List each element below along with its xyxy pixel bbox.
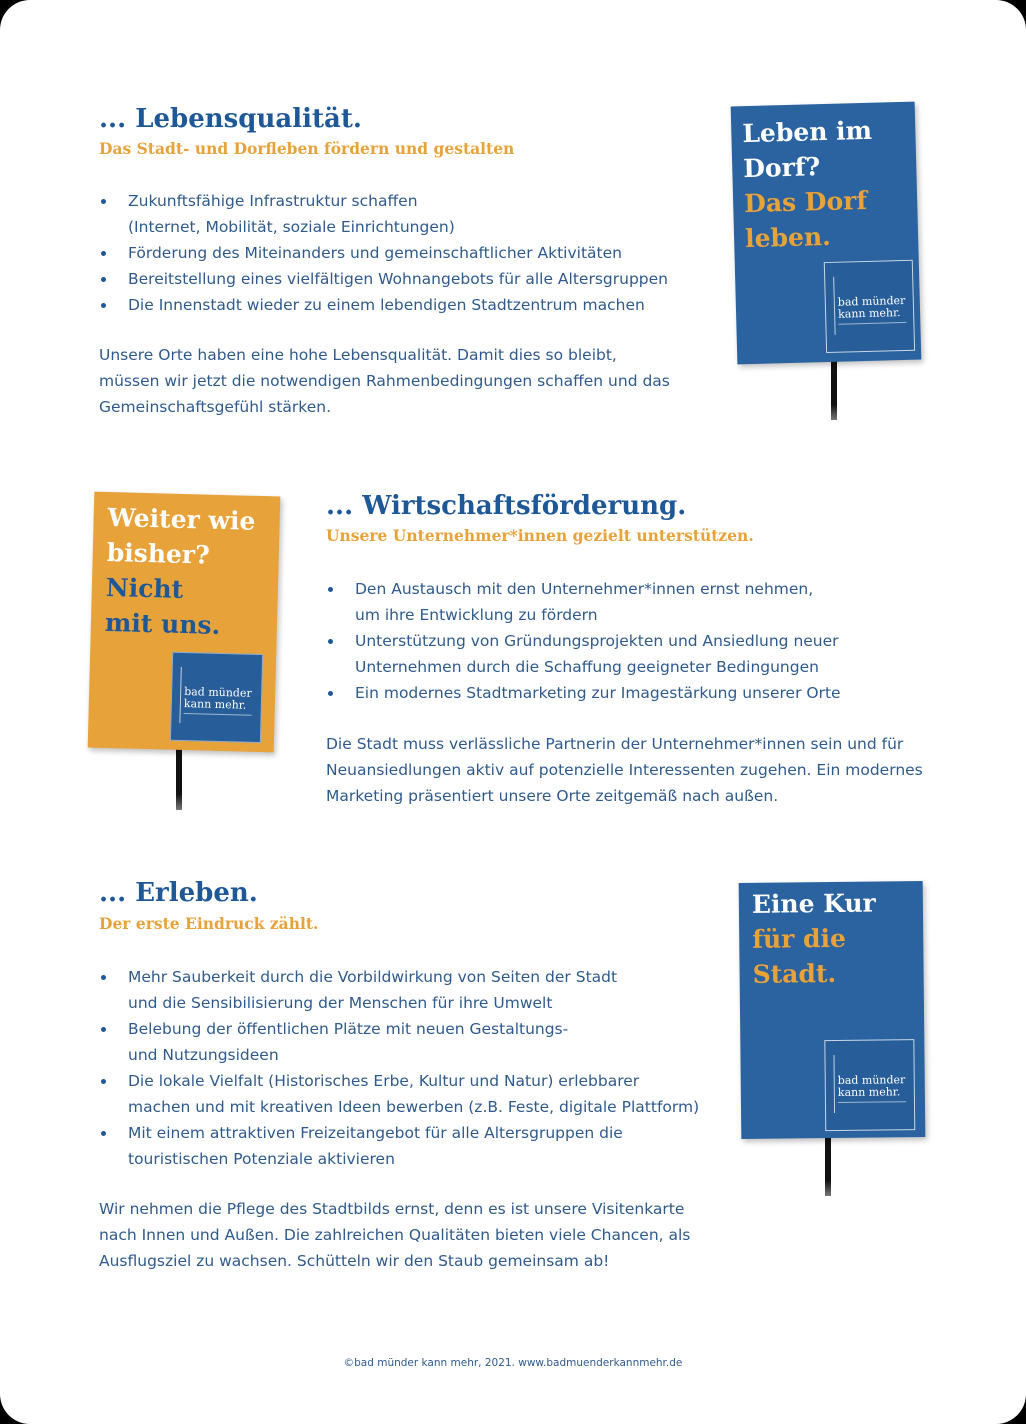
logo-tagline (838, 322, 906, 325)
logo-mark (179, 667, 181, 723)
bullet-list-lebensqualitaet (99, 188, 699, 318)
bad-muender-logo (824, 1039, 915, 1131)
section-title-lebensqualitaet: ... Lebensqualität. (99, 104, 362, 134)
logo-text: bad münder (837, 293, 906, 309)
sign-text: Dorf? (742, 152, 821, 184)
list-item: Ein modernes Stadtmarketing zur Imagestärkung unserer Orte (326, 680, 936, 706)
sign-text: bisher? (106, 537, 211, 570)
campaign-sign-eine-kur (739, 881, 926, 1139)
logo-tagline (184, 713, 252, 716)
bad-muender-logo (170, 652, 263, 743)
logo-tagline (838, 1101, 906, 1103)
section-subtitle-lebensqualitaet: Das Stadt- und Dorfleben fördern und gestalten (99, 139, 515, 158)
sign-post (176, 746, 182, 810)
sign-text-accent: für die (752, 923, 847, 954)
logo-mark (833, 277, 836, 335)
list-item: Mehr Sauberkeit durch die Vorbildwirkung von Seiten der Stadt und die Sensibilisierung der Menschen für ihre Umwelt (99, 964, 719, 1016)
section-subtitle-erleben: Der erste Eindruck zählt. (99, 914, 319, 933)
list-item: Die lokale Vielfalt (Historisches Erbe, Kultur und Natur) erlebbarer machen und mit kreativen Ideen bewerben (z.B. Feste, digitale Plattform) (99, 1068, 719, 1120)
logo-mark (833, 1055, 835, 1113)
footer-copyright: ©bad münder kann mehr, 2021. www.badmuenderkannmehr.de (343, 1357, 683, 1369)
sign-post (831, 358, 837, 420)
bullet-list-wirtschaft (326, 576, 936, 706)
section-title-erleben: ... Erleben. (99, 878, 258, 908)
logo-text: kann mehr. (837, 306, 901, 321)
section-subtitle-wirtschaft: Unsere Unternehmer*innen gezielt unterstützen. (326, 526, 754, 545)
list-item: Den Austausch mit den Unternehmer*innen ernst nehmen, um ihre Entwicklung zu fördern (326, 576, 936, 628)
logo-text: bad münder (837, 1073, 906, 1087)
list-item: Belebung der öffentlichen Plätze mit neuen Gestaltungs- und Nutzungsideen (99, 1016, 719, 1068)
list-item: Förderung des Miteinanders und gemeinschaftlicher Aktivitäten (99, 240, 699, 266)
campaign-sign-weiter-wie-bisher (88, 492, 281, 753)
sign-text: Leben im (741, 115, 873, 149)
sign-text-accent: leben. (744, 221, 832, 254)
sign-text-accent: Das Dorf (743, 185, 868, 219)
list-item: Bereitstellung eines vielfältigen Wohnangebots für alle Altersgruppen (99, 266, 699, 292)
sign-text: Weiter wie (107, 502, 256, 536)
list-item: Mit einem attraktiven Freizeitangebot für alle Altersgruppen die touristischen Potenziale aktivieren (99, 1120, 719, 1172)
paragraph-wirtschaft: Die Stadt muss verlässliche Partnerin der Unternehmer*innen sein und für Neuansiedlungen aktiv auf potenzielle Interessenten zugehen. Ein modernes Marketing präsentiert unsere Orte zeitgemäß nach außen. (326, 735, 923, 805)
list-item: Die Innenstadt wieder zu einem lebendigen Stadtzentrum machen (99, 292, 699, 318)
logo-text: bad münder (184, 685, 252, 700)
logo-text: kann mehr. (183, 697, 247, 712)
sign-post (825, 1134, 831, 1196)
campaign-sign-leben-im-dorf (731, 102, 922, 365)
paragraph-lebensqualitaet: Unsere Orte haben eine hohe Lebensqualität. Damit dies so bleibt, müssen wir jetzt die notwendigen Rahmenbedingungen schaffen und das Gemeinschaftsgefühl stärken. (99, 346, 670, 416)
sign-text-accent: Nicht (105, 572, 184, 604)
bullet-list-erleben (99, 964, 719, 1172)
logo-text: kann mehr. (837, 1085, 901, 1099)
list-item: Zukunftsfähige Infrastruktur schaffen (Internet, Mobilität, soziale Einrichtungen) (99, 188, 699, 240)
list-item: Unterstützung von Gründungsprojekten und Ansiedlung neuer Unternehmen durch die Schaffung geeigneter Bedingungen (326, 628, 936, 680)
section-title-wirtschaft: ... Wirtschaftsförderung. (326, 491, 687, 521)
sign-text-accent: mit uns. (104, 607, 221, 640)
paragraph-erleben: Wir nehmen die Pflege des Stadtbilds ernst, denn es ist unsere Visitenkarte nach Innen und Außen. Die zahlreichen Qualitäten bieten viele Chancen, als Ausflugsziel zu wachsen. Schütteln wir den Staub gemeinsam ab! (99, 1200, 691, 1270)
bad-muender-logo (824, 260, 915, 353)
sign-text: Eine Kur (751, 888, 876, 919)
sign-text-accent: Stadt. (752, 958, 837, 989)
